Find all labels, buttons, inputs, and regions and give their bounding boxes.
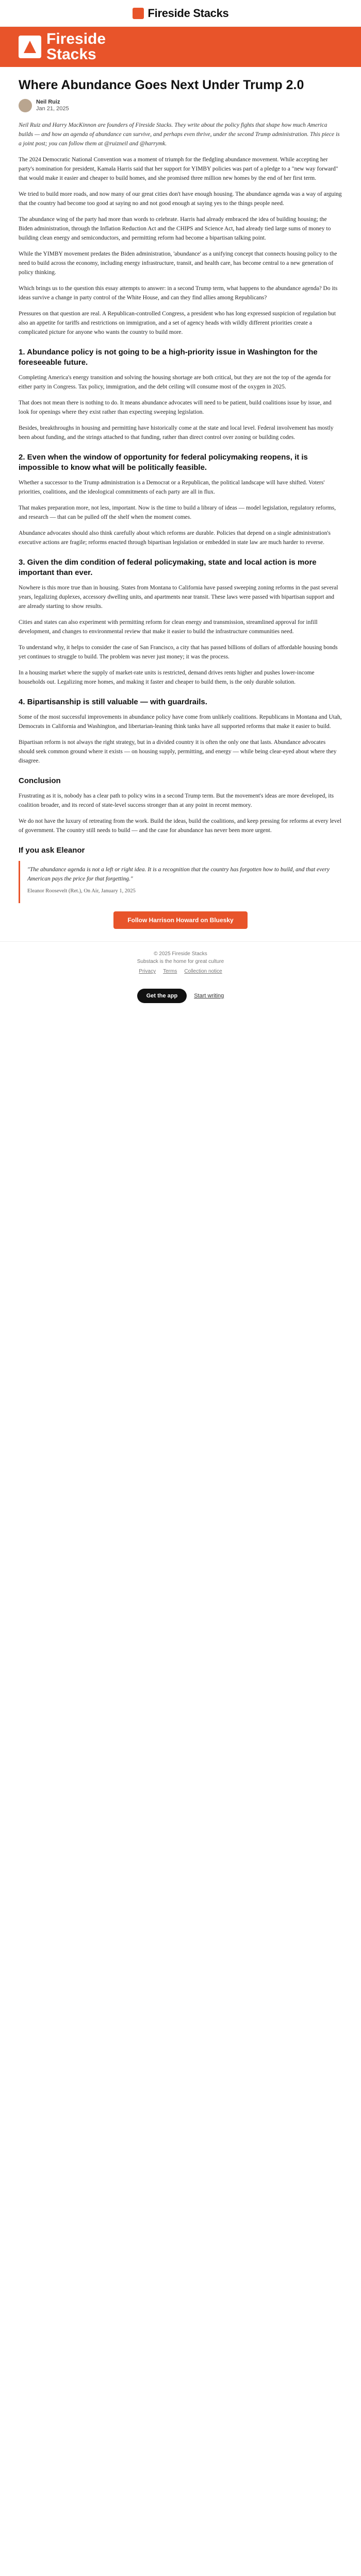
body-paragraph: Which brings us to the question this essay attempts to answer: in a second Trump term, what happens to the abundance agenda? Do its ideas survive a change in party control of the White House, and can they find allies among Republicans?	[19, 285, 338, 301]
hero-title	[46, 31, 106, 62]
footer-link-collection[interactable]: Collection notice	[184, 969, 222, 974]
hero-title-line1: Fireside	[46, 30, 106, 47]
section-heading: Conclusion	[19, 776, 61, 785]
footer-link-privacy[interactable]: Privacy	[139, 969, 156, 974]
article-title: Where Abundance Goes Next Under Trump 2.0	[19, 78, 304, 92]
hero-logo	[19, 31, 106, 62]
body-paragraph: Nowhere is this more true than in housing. States from Montana to California have passed sweeping zoning reforms in the past several years, legalizing duplexes, accessory dwelling units, and apartments near transit. These laws were passed with bipartisan support and are already starting to show results.	[19, 585, 338, 609]
section-heading: 4. Bipartisanship is still valuable — with guardrails.	[19, 698, 207, 706]
body-paragraph: Cities and states can also experiment with permitting reform for clean energy and transmission, streamlined approval for infill development, and changes to environmental review that make it easier to build the infrastructure communities need.	[19, 619, 318, 635]
section-heading: 1. Abundance policy is not going to be a high-priority issue in Washington for the foreseeable future.	[19, 348, 318, 367]
get-app-button[interactable]: Get the app	[137, 989, 187, 1003]
post-date: Jan 21, 2025	[36, 106, 69, 112]
body-paragraph: Abundance advocates should also think carefully about which reforms are durable. Policies that depend on a single administration's executive actions are fragile; reforms enacted through bipartisan legislation or embedded in state law are much harder to reverse.	[19, 530, 331, 546]
logo-icon[interactable]	[133, 8, 144, 19]
author-row	[19, 99, 342, 112]
body-paragraph: While the YIMBY movement predates the Biden administration, 'abundance' as a unifying concept that connects housing policy to the need to build across the economy, including energy infrastructure, transit, and health care, has become central to a new generation of policy thinking.	[19, 251, 337, 276]
quote-cite: Eleanor Roosevelt (Ret.), On Air, January 1, 2025	[27, 888, 136, 894]
body-paragraph: The 2024 Democratic National Convention was a moment of triumph for the fledgling abundance movement. While accepting her party's nomination for president, Kamala Harris said that her support for YIMBY policies was part of a pledge to a "new way forward" that would make it easier and cheaper to build homes, and she promised three million new homes by the end of her first term.	[19, 157, 338, 181]
article	[19, 67, 342, 929]
body-paragraph: The abundance wing of the party had more than words to celebrate. Harris had already embraced the idea of building housing; the Biden administration, through the Inflation Reduction Act and the CHIPS and Science Act, had already tied large sums of money to building clean energy and semiconductors, and permitting reform had become a bipartisan talking point.	[19, 216, 331, 241]
start-writing-link[interactable]: Start writing	[194, 993, 224, 999]
body-paragraph: Frustrating as it is, nobody has a clear path to policy wins in a second Trump term. But the movement's ideas are more developed, its coalition broader, and its record of state-level success stronger than at any point in recent memory.	[19, 793, 334, 808]
author-meta	[36, 99, 69, 112]
quote-text: "The abundance agenda is not a left or right idea. It is a recognition that the country has forgotten how to build, and that every American pays the price for that forgetting."	[27, 867, 330, 882]
quote-heading: If you ask Eleanor	[19, 846, 85, 855]
follow-button[interactable]: Follow Harrison Howard on Bluesky	[113, 911, 248, 929]
body-paragraph: Whether a successor to the Trump administration is a Democrat or a Republican, the political landscape will have shifted. Voters' priorities, coalitions, and the ideological commitments of each party are all in flux.	[19, 480, 325, 495]
body-paragraph: Bipartisan reform is not always the right strategy, but in a divided country it is often the only one that lasts. Abundance advocates should seek common ground where it exists — on housing supply, permitting, and energy — while being clear-eyed about where they disagree.	[19, 739, 337, 764]
hero-banner	[0, 27, 361, 67]
footer-link-terms[interactable]: Terms	[163, 969, 177, 974]
body-paragraph: Besides, breakthroughs in housing and permitting have historically come at the state and local level. Federal involvement has mostly been about funding, and the strings attached to that funding, rather than direct control over zoning or building codes.	[19, 425, 334, 440]
body-paragraph: Completing America's energy transition and solving the housing shortage are both critical, but they are not the top of the agenda for either party in Congress. Tax policy, immigration, and the debt ceiling will consume most of the oxygen in 2025.	[19, 375, 331, 390]
body-paragraph: In a housing market where the supply of market-rate units is restricted, demand drives rents higher and pushes lower-income households out. Legalizing more homes, and making it faster and cheaper to build them, is the only durable solution.	[19, 670, 315, 685]
app-bar	[0, 979, 361, 1012]
body-paragraph: To understand why, it helps to consider the case of San Francisco, a city that has passed billions of dollars of affordable housing bonds yet continues to struggle to build. The problem was never just money; it was the process.	[19, 645, 338, 660]
author-name[interactable]: Neil Ruiz	[36, 99, 60, 105]
site-name[interactable]: Fireside Stacks	[147, 6, 229, 20]
avatar[interactable]	[19, 99, 32, 112]
body-paragraph: We do not have the luxury of retreating from the work. Build the ideas, build the coalitions, and keep pressing for reforms at every level of government. The country still needs to build — and the case for abundance has never been more urgent.	[19, 818, 341, 834]
blockquote	[19, 861, 342, 903]
top-bar	[0, 0, 361, 27]
footer-links	[0, 968, 361, 975]
body-paragraph: Pressures on that question are real. A Republican-controlled Congress, a president who has long expressed suspicion of regulation but also an appetite for tariffs and restrictions on immigration, and a set of agency heads with wildly different priorities create a complicated picture for anyone who wants the country to build more.	[19, 311, 336, 335]
hero-title-line2: Stacks	[46, 46, 96, 63]
section-heading: 2. Even when the window of opportunity for federal policymaking reopens, it is impossible to know what will be politically feasible.	[19, 453, 308, 472]
footer	[0, 941, 361, 979]
body-paragraph: That makes preparation more, not less, important. Now is the time to build a library of ideas — model legislation, regulatory reforms, and research — that can be pulled off the shelf when the moment comes.	[19, 505, 336, 520]
body-paragraph: We tried to build more roads, and now many of our great cities don't have enough housing. The abundance agenda was a way of arguing that the country had become too good at saying no and not good enough at saying yes to the things people need.	[19, 191, 342, 207]
fireside-icon	[19, 36, 41, 58]
body-paragraph: That does not mean there is nothing to do. It means abundance advocates will need to be patient, build coalitions issue by issue, and look for openings where they exist rather than expecting sweeping legislation.	[19, 400, 332, 415]
intro-paragraph: Neil Ruiz and Harry MacKinnon are founders of Fireside Stacks. They write about the policy fights that shape how much America builds — and how an agenda of abundance can survive, and perhaps even thrive, under the second Trump administration. This piece is a joint post; you can follow them at @ruizneil and @harrymk.	[19, 122, 340, 147]
article-body	[19, 155, 342, 835]
footer-copyright: © 2025 Fireside Stacks	[154, 951, 207, 957]
body-paragraph: Some of the most successful improvements in abundance policy have come from unlikely coalitions. Republicans in Montana and Utah, Democrats in California and Washington, and libertarian-leaning think tanks have all supported reforms that make it easier to build.	[19, 714, 342, 730]
footer-tagline: Substack is the home for great culture	[137, 959, 224, 964]
section-heading: 3. Given the dim condition of federal policymaking, state and local action is more important than ever.	[19, 558, 317, 577]
